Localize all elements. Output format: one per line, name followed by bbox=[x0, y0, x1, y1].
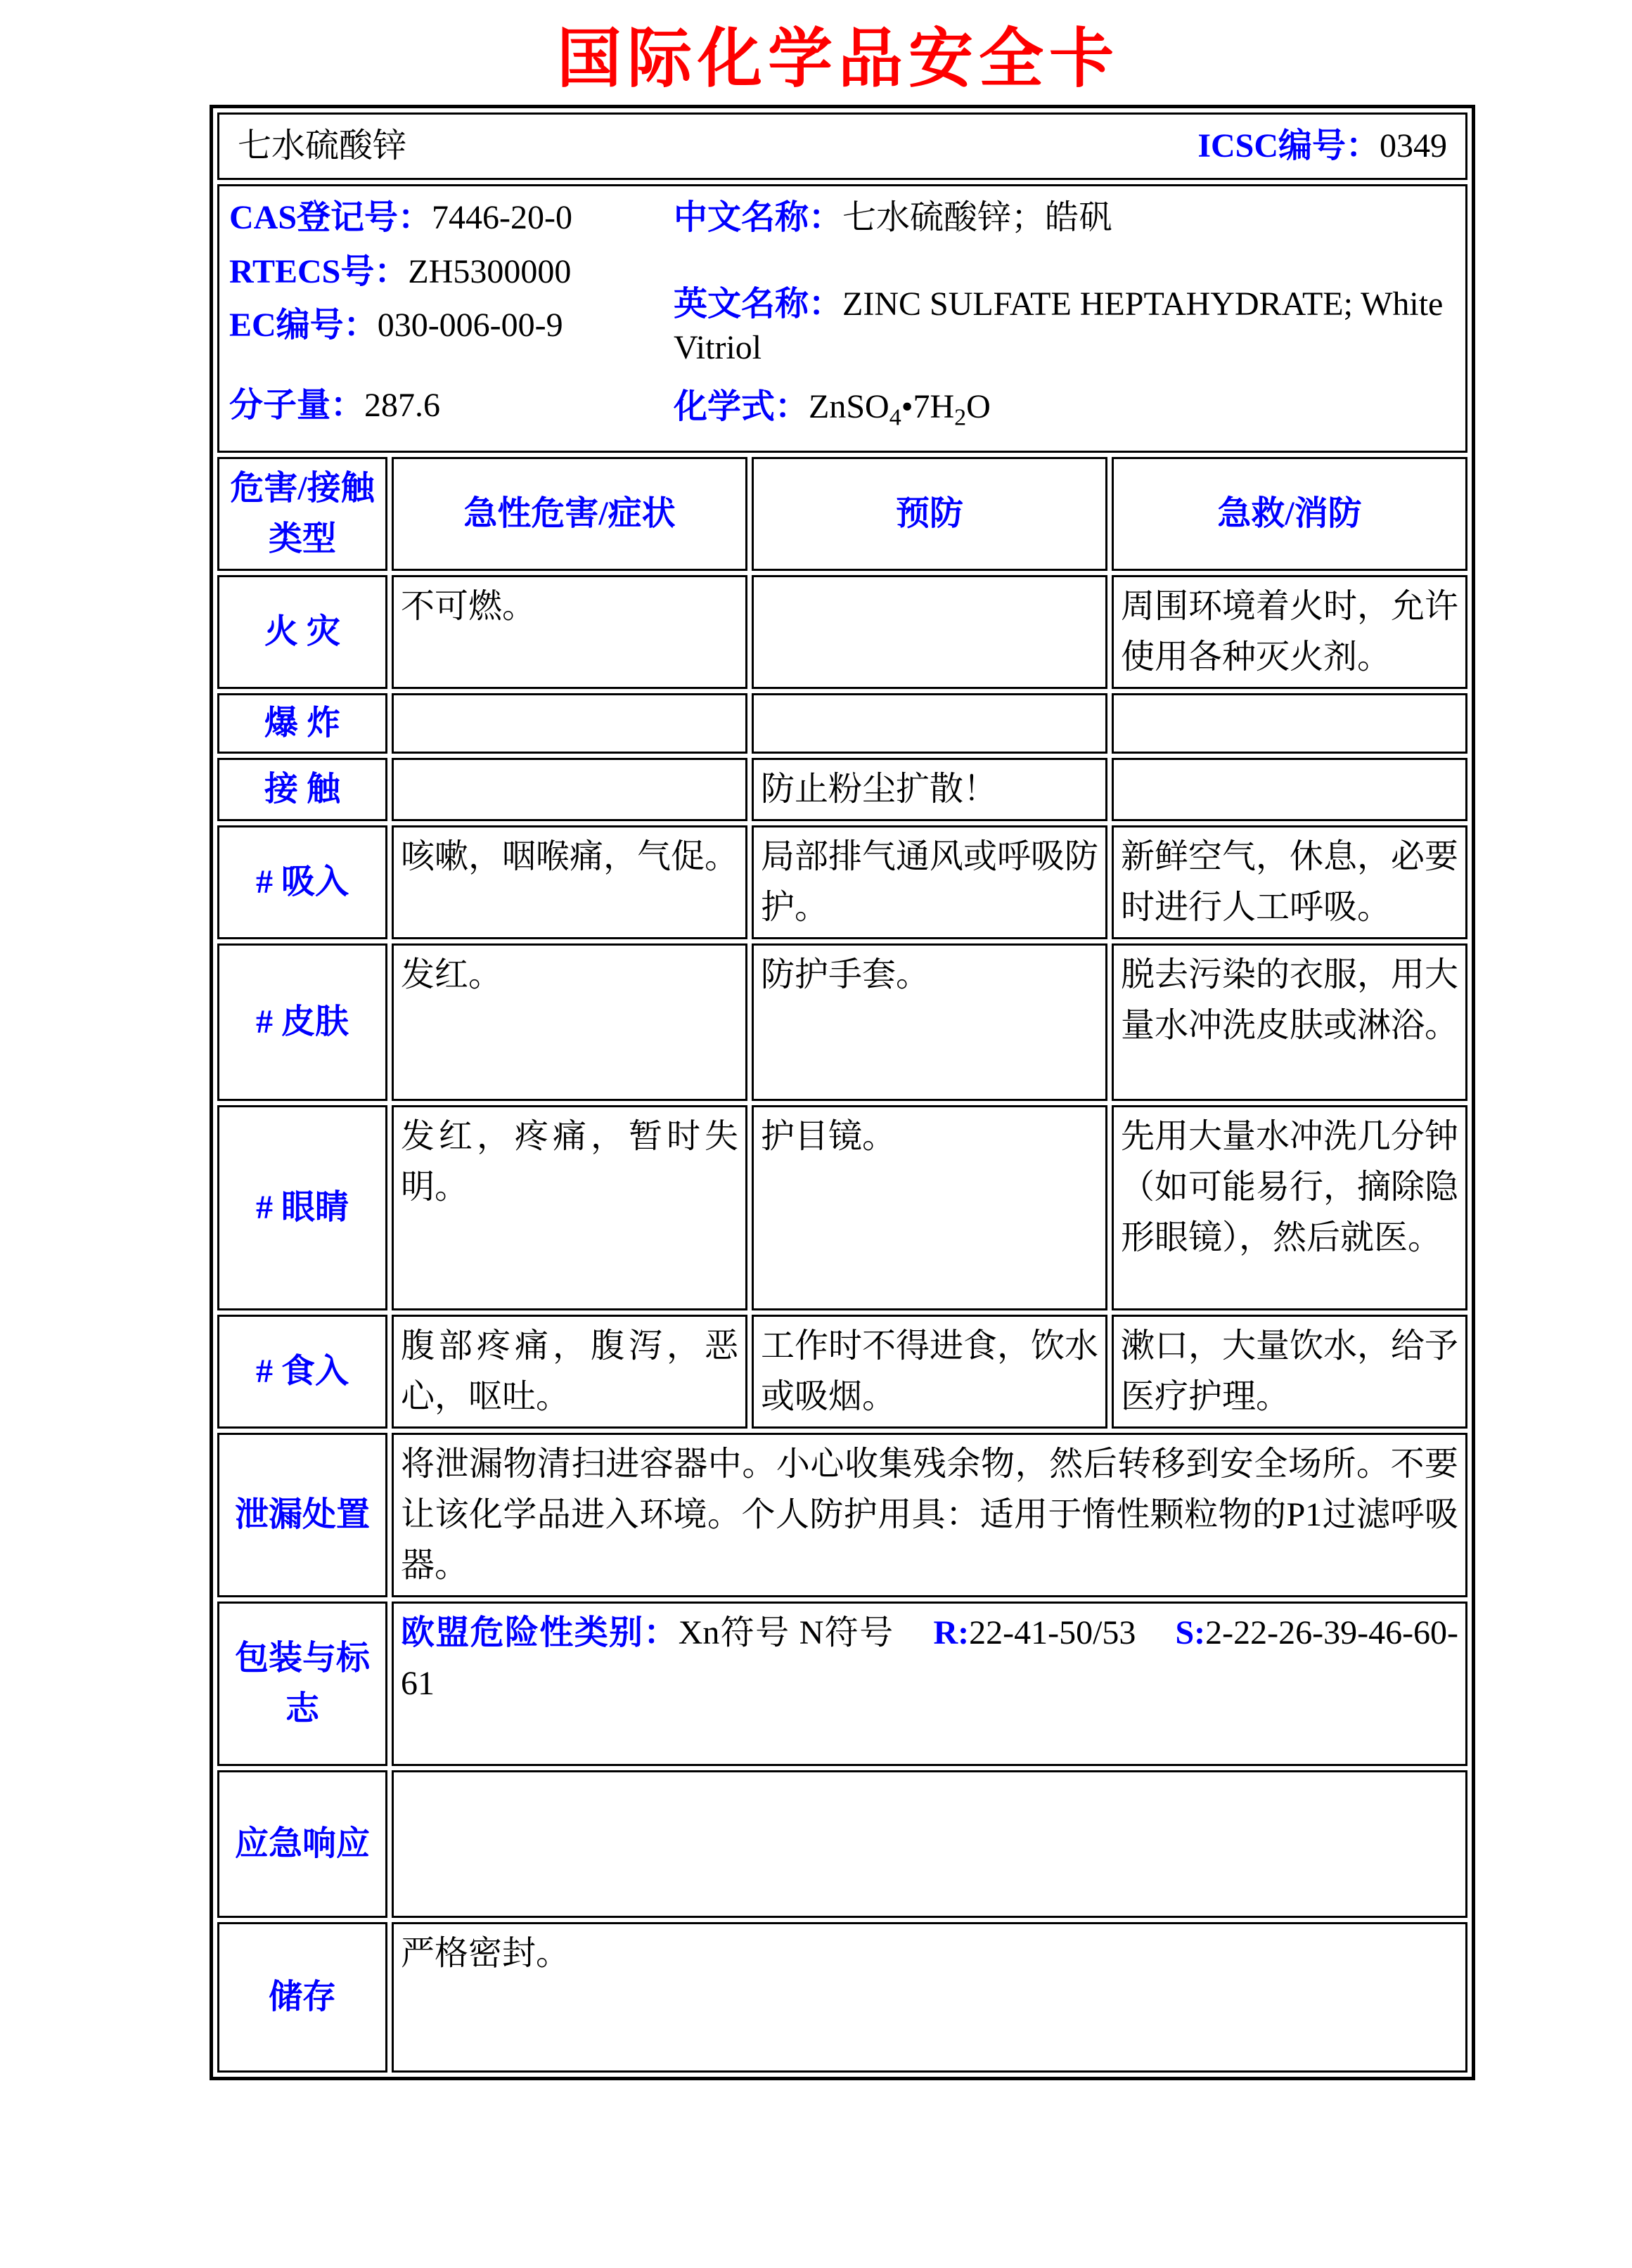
first-aid-cell: 漱口，大量饮水，给予医疗护理。 bbox=[1112, 1315, 1467, 1429]
formula-label: 化学式： bbox=[674, 388, 809, 426]
first-aid-cell: 周围环境着火时，允许使用各种灭火剂。 bbox=[1112, 575, 1467, 689]
molecular-weight-value: 287.6 bbox=[364, 387, 441, 425]
first-aid-cell bbox=[1112, 693, 1467, 754]
cas-label: CAS登记号： bbox=[229, 199, 432, 237]
packaging-label-cell: 包装与标志 bbox=[217, 1602, 387, 1766]
icsc-number-group bbox=[1197, 121, 1447, 172]
col-header-first-aid: 急救/消防 bbox=[1112, 457, 1467, 571]
chinese-name-line bbox=[674, 196, 1456, 240]
icsc-card-table bbox=[210, 105, 1475, 2080]
table-row bbox=[217, 112, 1467, 180]
prevention-cell: 局部排气通风或呼吸防护。 bbox=[752, 825, 1107, 939]
s-phrases-label: S: bbox=[1175, 1613, 1206, 1651]
table-row bbox=[217, 943, 1467, 1101]
r-phrases-value: 22-41-50/53 bbox=[969, 1613, 1136, 1651]
r-phrases-label: R: bbox=[933, 1613, 970, 1651]
table-row bbox=[217, 758, 1467, 821]
rtecs-line bbox=[229, 250, 674, 294]
first-aid-cell: 先用大量水冲洗几分钟（如可能易行，摘除隐形眼镜），然后就医。 bbox=[1112, 1105, 1467, 1310]
hazard-type-cell: 爆 炸 bbox=[217, 693, 387, 754]
s-phrases-value: 2-22-26-39-46-60-61 bbox=[401, 1613, 1459, 1702]
prevention-cell: 防护手套。 bbox=[752, 943, 1107, 1101]
substance-strip-cell bbox=[217, 112, 1467, 180]
first-aid-cell: 脱去污染的衣服，用大量水冲洗皮肤或淋浴。 bbox=[1112, 943, 1467, 1101]
page-title: 国际化学品安全卡 bbox=[556, 23, 1119, 95]
spill-content-cell: 将泄漏物清扫进容器中。小心收集残余物，然后转移到安全场所。不要让该化学品进入环境。个人防护用具：适用于惰性颗粒物的P1过滤呼吸器。 bbox=[392, 1433, 1467, 1597]
packaging-content-cell bbox=[392, 1602, 1467, 1766]
first-aid-cell: 新鲜空气，休息，必要时进行人工呼吸。 bbox=[1112, 825, 1467, 939]
chinese-name-value: 七水硫酸锌；皓矾 bbox=[842, 199, 1113, 237]
chinese-name-label: 中文名称： bbox=[674, 199, 843, 237]
table-row bbox=[217, 1922, 1467, 2073]
table-row bbox=[217, 1105, 1467, 1310]
molecular-weight-label: 分子量： bbox=[229, 387, 365, 425]
hazard-type-cell: # 眼睛 bbox=[217, 1105, 387, 1310]
prevention-cell bbox=[752, 693, 1107, 754]
symptoms-cell bbox=[392, 693, 747, 754]
cas-value: 7446-20-0 bbox=[432, 199, 572, 237]
hazard-type-cell: # 食入 bbox=[217, 1315, 387, 1429]
table-header-row bbox=[217, 457, 1467, 571]
hazard-type-cell: # 皮肤 bbox=[217, 943, 387, 1101]
ec-line bbox=[229, 304, 674, 347]
symptoms-cell: 咳嗽，咽喉痛，气促。 bbox=[392, 825, 747, 939]
storage-content-cell: 严格密封。 bbox=[392, 1922, 1467, 2073]
table-row bbox=[217, 1433, 1467, 1597]
symptoms-cell: 发红，疼痛，暂时失明。 bbox=[392, 1105, 747, 1310]
english-name-value: ZINC SULFATE HEPTAHYDRATE; White Vitriol bbox=[674, 285, 1444, 366]
identifiers-cell bbox=[217, 184, 1467, 453]
symptoms-cell: 发红。 bbox=[392, 943, 747, 1101]
formula-value: $ZnSO_4•7H_2O$ bbox=[809, 388, 991, 431]
hazard-type-cell: # 吸入 bbox=[217, 825, 387, 939]
col-header-hazard-type: 危害/接触类型 bbox=[217, 457, 387, 571]
spill-label-cell: 泄漏处置 bbox=[217, 1433, 387, 1597]
icsc-number-value: 0349 bbox=[1380, 127, 1448, 165]
emergency-label-cell: 应急响应 bbox=[217, 1770, 387, 1918]
rtecs-value: ZH5300000 bbox=[408, 252, 572, 290]
prevention-cell: 护目镜。 bbox=[752, 1105, 1107, 1310]
table-row bbox=[217, 184, 1467, 453]
hazard-type-cell: 接 触 bbox=[217, 758, 387, 821]
icsc-number-label: ICSC编号： bbox=[1197, 127, 1380, 165]
molecular-weight-line bbox=[229, 384, 674, 427]
table-row bbox=[217, 693, 1467, 754]
rtecs-label: RTECS号： bbox=[229, 252, 409, 290]
storage-label-cell: 储存 bbox=[217, 1922, 387, 2073]
cas-line bbox=[229, 196, 674, 240]
prevention-cell bbox=[752, 575, 1107, 689]
hazard-type-cell: 火 灾 bbox=[217, 575, 387, 689]
names-column bbox=[674, 195, 1456, 438]
first-aid-cell bbox=[1112, 758, 1467, 821]
ec-value: 030-006-00-9 bbox=[377, 306, 563, 344]
table-row bbox=[217, 825, 1467, 939]
table-row bbox=[217, 575, 1467, 689]
eu-hazard-class-label: 欧盟危险性类别： bbox=[401, 1613, 679, 1651]
emergency-content-cell bbox=[392, 1770, 1467, 1918]
col-header-symptoms: 急性危害/症状 bbox=[392, 457, 747, 571]
substance-name: 七水硫酸锌 bbox=[238, 127, 407, 165]
col-header-prevention: 预防 bbox=[752, 457, 1107, 571]
prevention-cell: 工作时不得进食，饮水或吸烟。 bbox=[752, 1315, 1107, 1429]
eu-hazard-symbols: Xn符号 N符号 bbox=[678, 1613, 894, 1651]
formula-line bbox=[674, 385, 1456, 429]
registry-numbers-column bbox=[229, 195, 674, 438]
table-row bbox=[217, 1770, 1467, 1918]
english-name-label: 英文名称： bbox=[674, 285, 843, 323]
english-name-line bbox=[674, 283, 1456, 371]
table-row bbox=[217, 1315, 1467, 1429]
symptoms-cell: 不可燃。 bbox=[392, 575, 747, 689]
ec-label: EC编号： bbox=[229, 306, 378, 344]
symptoms-cell: 腹部疼痛，腹泻，恶心，呕吐。 bbox=[392, 1315, 747, 1429]
symptoms-cell bbox=[392, 758, 747, 821]
table-row bbox=[217, 1602, 1467, 1766]
prevention-cell: 防止粉尘扩散！ bbox=[752, 758, 1107, 821]
